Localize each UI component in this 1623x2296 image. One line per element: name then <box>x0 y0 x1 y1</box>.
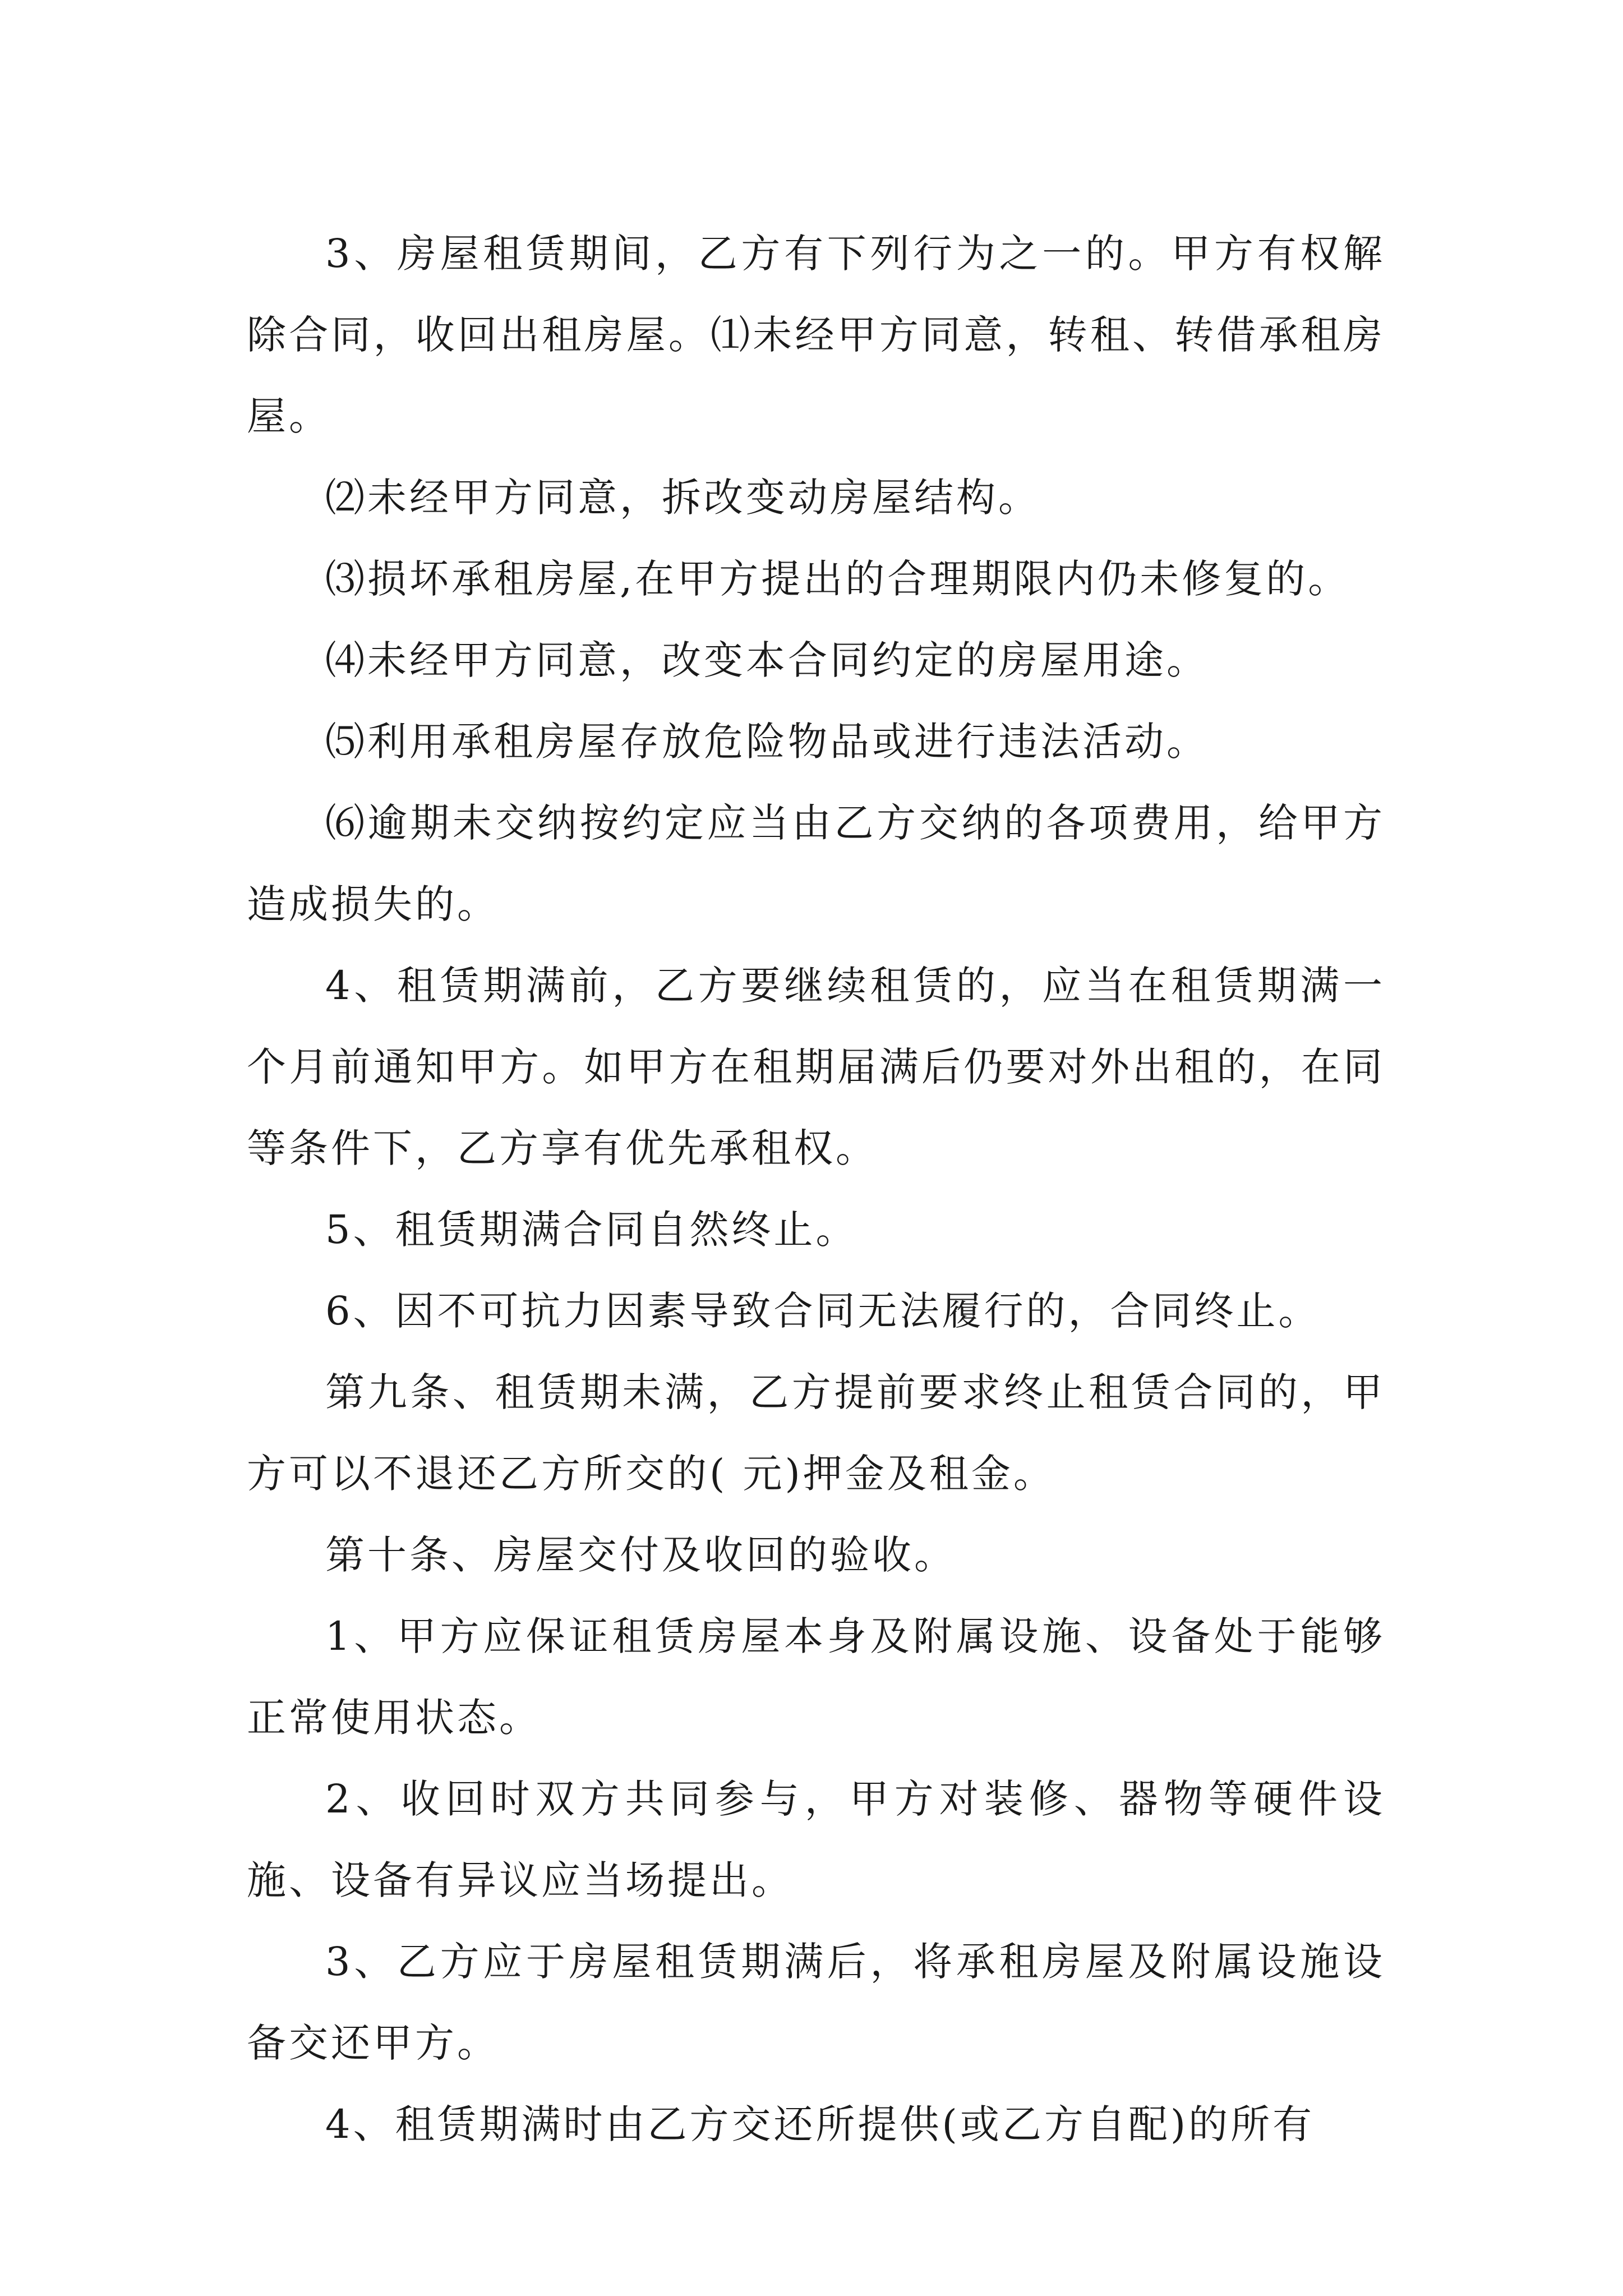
paragraph-article-9: 第九条、租赁期未满，乙方提前要求终止租赁合同的，甲方可以不退还乙方所交的( 元)押金及租金。 <box>247 1369 1385 1497</box>
paragraph-article-10-item-3: 3、乙方应于房屋租赁期满后，将承租房屋及附属设施设备交还甲方。 <box>247 1939 1385 2066</box>
paragraph-item-4: ⑷未经甲方同意，改变本合同约定的房屋用途。 <box>325 637 1209 683</box>
paragraph-article-10-item-1: 1、甲方应保证租赁房屋本身及附属设施、设备处于能够正常使用状态。 <box>247 1613 1385 1741</box>
paragraph-clause-4-renewal: 4、租赁期满前，乙方要继续租赁的，应当在租赁期满一个月前通知甲方。如甲方在租期届满后仍要对外出租的，在同等条件下，乙方享有优先承租权。 <box>247 963 1385 1171</box>
paragraph-item-5: ⑸利用承租房屋存放危险物品或进行违法活动。 <box>325 719 1209 765</box>
paragraph-clause-6-force-majeure: 6、因不可抗力因素导致合同无法履行的，合同终止。 <box>325 1288 1321 1334</box>
paragraph-item-6: ⑹逾期未交纳按约定应当由乙方交纳的各项费用，给甲方造成损失的。 <box>247 800 1385 927</box>
document-body <box>247 213 1385 2165</box>
paragraph-item-3: ⑶损坏承租房屋,在甲方提出的合理期限内仍未修复的。 <box>325 556 1350 602</box>
paragraph-article-10-item-4: 4、租赁期满时由乙方交还所提供(或乙方自配)的所有 <box>325 2101 1315 2147</box>
paragraph-item-2: ⑵未经甲方同意，拆改变动房屋结构。 <box>325 475 1040 521</box>
paragraph-article-10-heading: 第十条、房屋交付及收回的验收。 <box>325 1532 956 1578</box>
paragraph-article-10-item-2: 2、收回时双方共同参与，甲方对装修、器物等硬件设施、设备有异议应当场提出。 <box>247 1776 1385 1903</box>
paragraph-clause-5-expiry: 5、租赁期满合同自然终止。 <box>325 1207 858 1253</box>
paragraph-clause-3-termination: 3、房屋租赁期间，乙方有下列行为之一的。甲方有权解除合同，收回出租房屋。⑴未经甲方同意，转租、转借承租房屋。 <box>247 231 1385 439</box>
